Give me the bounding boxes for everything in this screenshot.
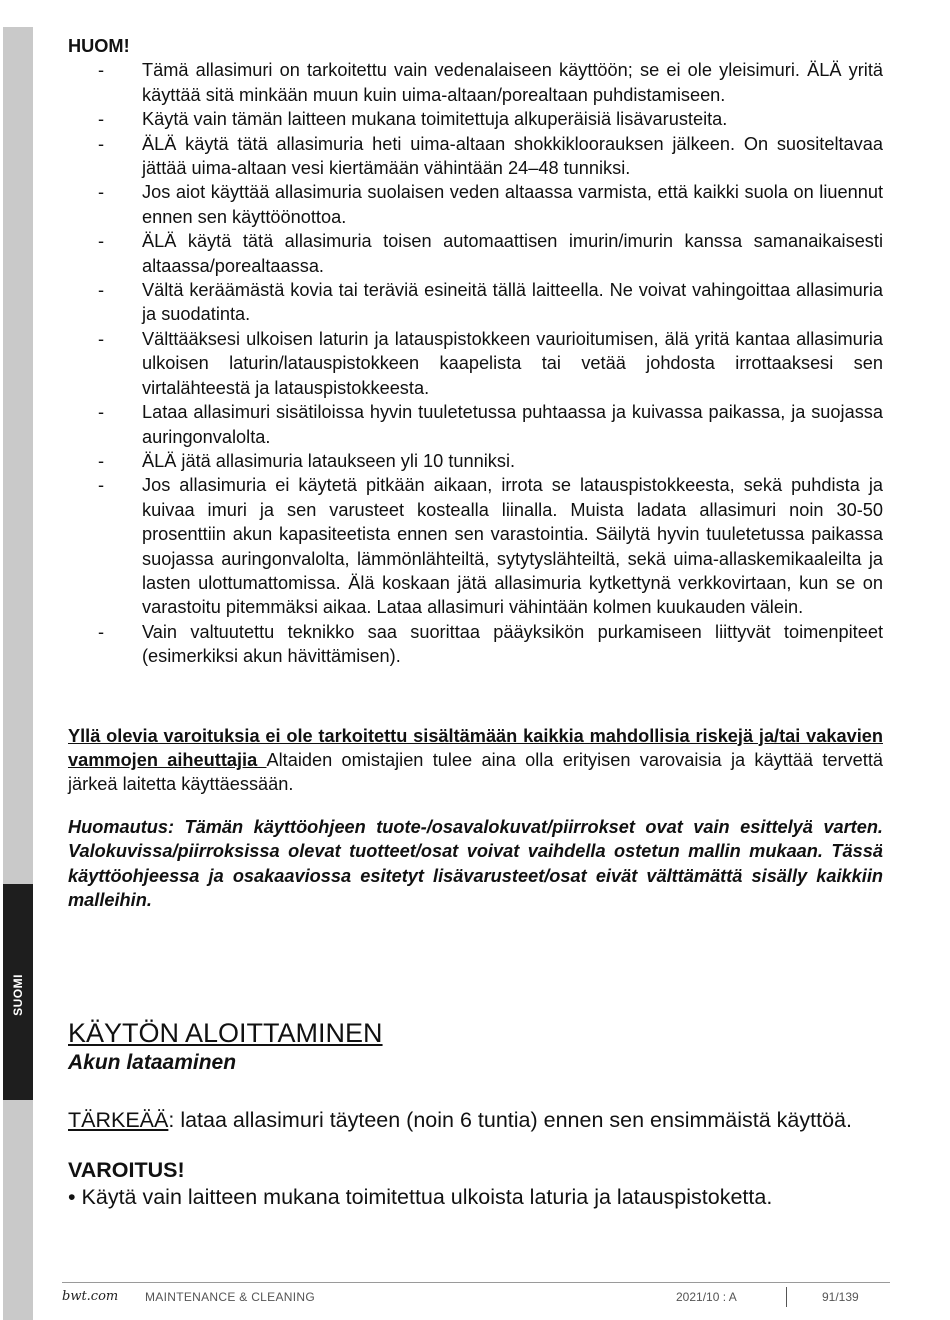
side-tab-gray-top xyxy=(3,27,33,884)
dash-marker: - xyxy=(98,450,105,471)
notice-heading: HUOM! xyxy=(68,36,130,56)
footer-separator xyxy=(786,1287,787,1307)
section-title: KÄYTÖN ALOITTAMINEN xyxy=(68,1017,383,1048)
warning-title: VAROITUS! xyxy=(68,1157,185,1182)
list-item xyxy=(68,327,883,400)
side-tab-label: SUOMI xyxy=(11,974,25,1016)
footer-logo: bwt.com xyxy=(62,1289,119,1304)
list-item-text: Lataa allasimuri sisätiloissa hyvin tuuletetussa puhtaassa ja kuivassa paikassa, ja suojassa auringonvalolta. xyxy=(142,402,883,447)
list-item-text: Välttääksesi ulkoisen laturin ja latauspistokkeen vaurioitumisen, älä yritä kantaa allasimuria ulkoisen laturin/latauspistokkeen kaapelista tai vetää johdosta irrottaaksesi sen virtalähteestä ja latauspistokkeesta. xyxy=(142,328,883,398)
dash-marker: - xyxy=(98,621,105,642)
dash-marker: - xyxy=(98,475,105,496)
list-item-text: ÄLÄ jätä allasimuria lataukseen yli 10 tunniksi. xyxy=(142,450,516,471)
list-item-text: Tämä allasimuri on tarkoitettu vain vedenalaiseen käyttöön; se ei ole yleisimuri. ÄLÄ yritä käyttää sitä minkään muun kuin uima-altaan/porealtaan puhdistamiseen. xyxy=(142,60,883,105)
list-item xyxy=(68,400,883,449)
list-item-text: ÄLÄ käytä tätä allasimuria heti uima-altaan shokkikloorauksen jälkeen. On suositeltavaa jättää uima-altaan vesi kiertämään vähintään 24–48 tunniksi. xyxy=(142,133,883,179)
dash-marker: - xyxy=(98,402,105,423)
list-item xyxy=(68,180,883,229)
dash-marker: - xyxy=(98,109,105,130)
footer-page-number: 91/139 xyxy=(822,1290,859,1304)
dash-marker: - xyxy=(98,182,105,203)
list-item xyxy=(68,229,883,278)
dash-marker: - xyxy=(98,328,105,349)
section-subtitle: Akun lataaminen xyxy=(68,1050,237,1074)
list-item xyxy=(68,449,883,473)
list-item xyxy=(68,58,883,107)
warning-bullet-text: Käytä vain laitteen mukana toimitettua ulkoista laturia ja latauspistoketta. xyxy=(81,1184,773,1209)
list-item-text: Jos aiot käyttää allasimuria suolaisen veden altaassa varmista, että kaikki suola on liuennut ennen sen käyttöönottoa. xyxy=(142,182,883,227)
important-text: : lataa allasimuri täyteen (noin 6 tuntia) ennen sen ensimmäistä käyttöä. xyxy=(168,1107,852,1132)
bullet-marker: • xyxy=(68,1184,76,1209)
footer-version: 2021/10 : A xyxy=(676,1290,737,1304)
list-item-text: Vain valtuutettu teknikko saa suorittaa pääyksikön purkamiseen liittyvät toimenpiteet (esimerkiksi akun hävittämisen). xyxy=(142,621,883,667)
side-tab-gray-bottom xyxy=(3,1100,33,1320)
dash-marker: - xyxy=(98,280,105,301)
list-item-text: Jos allasimuria ei käytetä pitkään aikaan, irrota se latauspistokkeesta, sekä puhdista ja kuivaa imuri ja sen varusteet kostealla liinalla. Muista ladata allasimuri noin 30-50 prosenttiin akun kapasiteetista ennen sen varastointia. Säilytä hyvin tuuletetussa paikassa suojassa auringonvalolta, lämmönlähteiltä, sytytyslähteiltä, sekä uima-allaskemikaaleilta ja lasten ulottumattomissa. Älä koskaan jätä allasimuria kytkettynä verkkovirtaan, kun se on varastoitu pitemmäksi aikaa. Lataa allasimuri vähintään kolmen kuukauden välein. xyxy=(142,475,883,618)
dash-marker: - xyxy=(98,133,105,154)
list-item-text: Käytä vain tämän laitteen mukana toimitettuja alkuperäisiä lisävarusteita. xyxy=(142,109,728,130)
list-item xyxy=(68,278,883,327)
footer-divider xyxy=(62,1282,890,1283)
list-item xyxy=(68,107,883,131)
illustration-note: Huomautus: Tämän käyttöohjeen tuote-/osavalokuvat/piirrokset ovat vain esittelyä varten. Valokuvissa/piirroksissa olevat tuotteet/osat voivat vaihdella ostetun mallin mukaan. Tässä käyttöohjeessa ja osakaaviossa esitetyt lisävarusteet/osat eivät välttämättä sisälly kaikkiin malleihin. xyxy=(68,816,883,911)
list-item-text: ÄLÄ käytä tätä allasimuria toisen automaattisen imurin/imurin kanssa samanaikaisesti altaassa/porealtaassa. xyxy=(142,231,883,276)
disclaimer-paragraph xyxy=(68,724,883,797)
footer-section-name: MAINTENANCE & CLEANING xyxy=(145,1290,315,1304)
list-item-text: Vältä keräämästä kovia tai teräviä esineitä tällä laitteella. Ne voivat vahingoittaa allasimuria ja suodatinta. xyxy=(142,280,883,325)
notice-list xyxy=(68,58,883,668)
list-item xyxy=(68,620,883,669)
warning-bullet xyxy=(68,1184,883,1211)
dash-marker: - xyxy=(98,231,105,252)
page-content xyxy=(68,34,883,1211)
disclaimer-emphasis: Yllä olevia varoituksia ei ole tarkoitettu sisältämään kaikkia mahdollisia riskejä ja/tai vakavien vammojen aiheuttajia xyxy=(68,725,883,770)
list-item xyxy=(68,132,883,181)
dash-marker: - xyxy=(98,60,105,81)
disclaimer-rest: Altaiden omistajien tulee aina olla erityisen varovaisia ja käyttää tervettä järkeä laitetta käyttäessään. xyxy=(68,749,883,795)
important-paragraph xyxy=(68,1107,883,1134)
list-item xyxy=(68,473,883,619)
important-label: TÄRKEÄÄ xyxy=(68,1107,169,1132)
